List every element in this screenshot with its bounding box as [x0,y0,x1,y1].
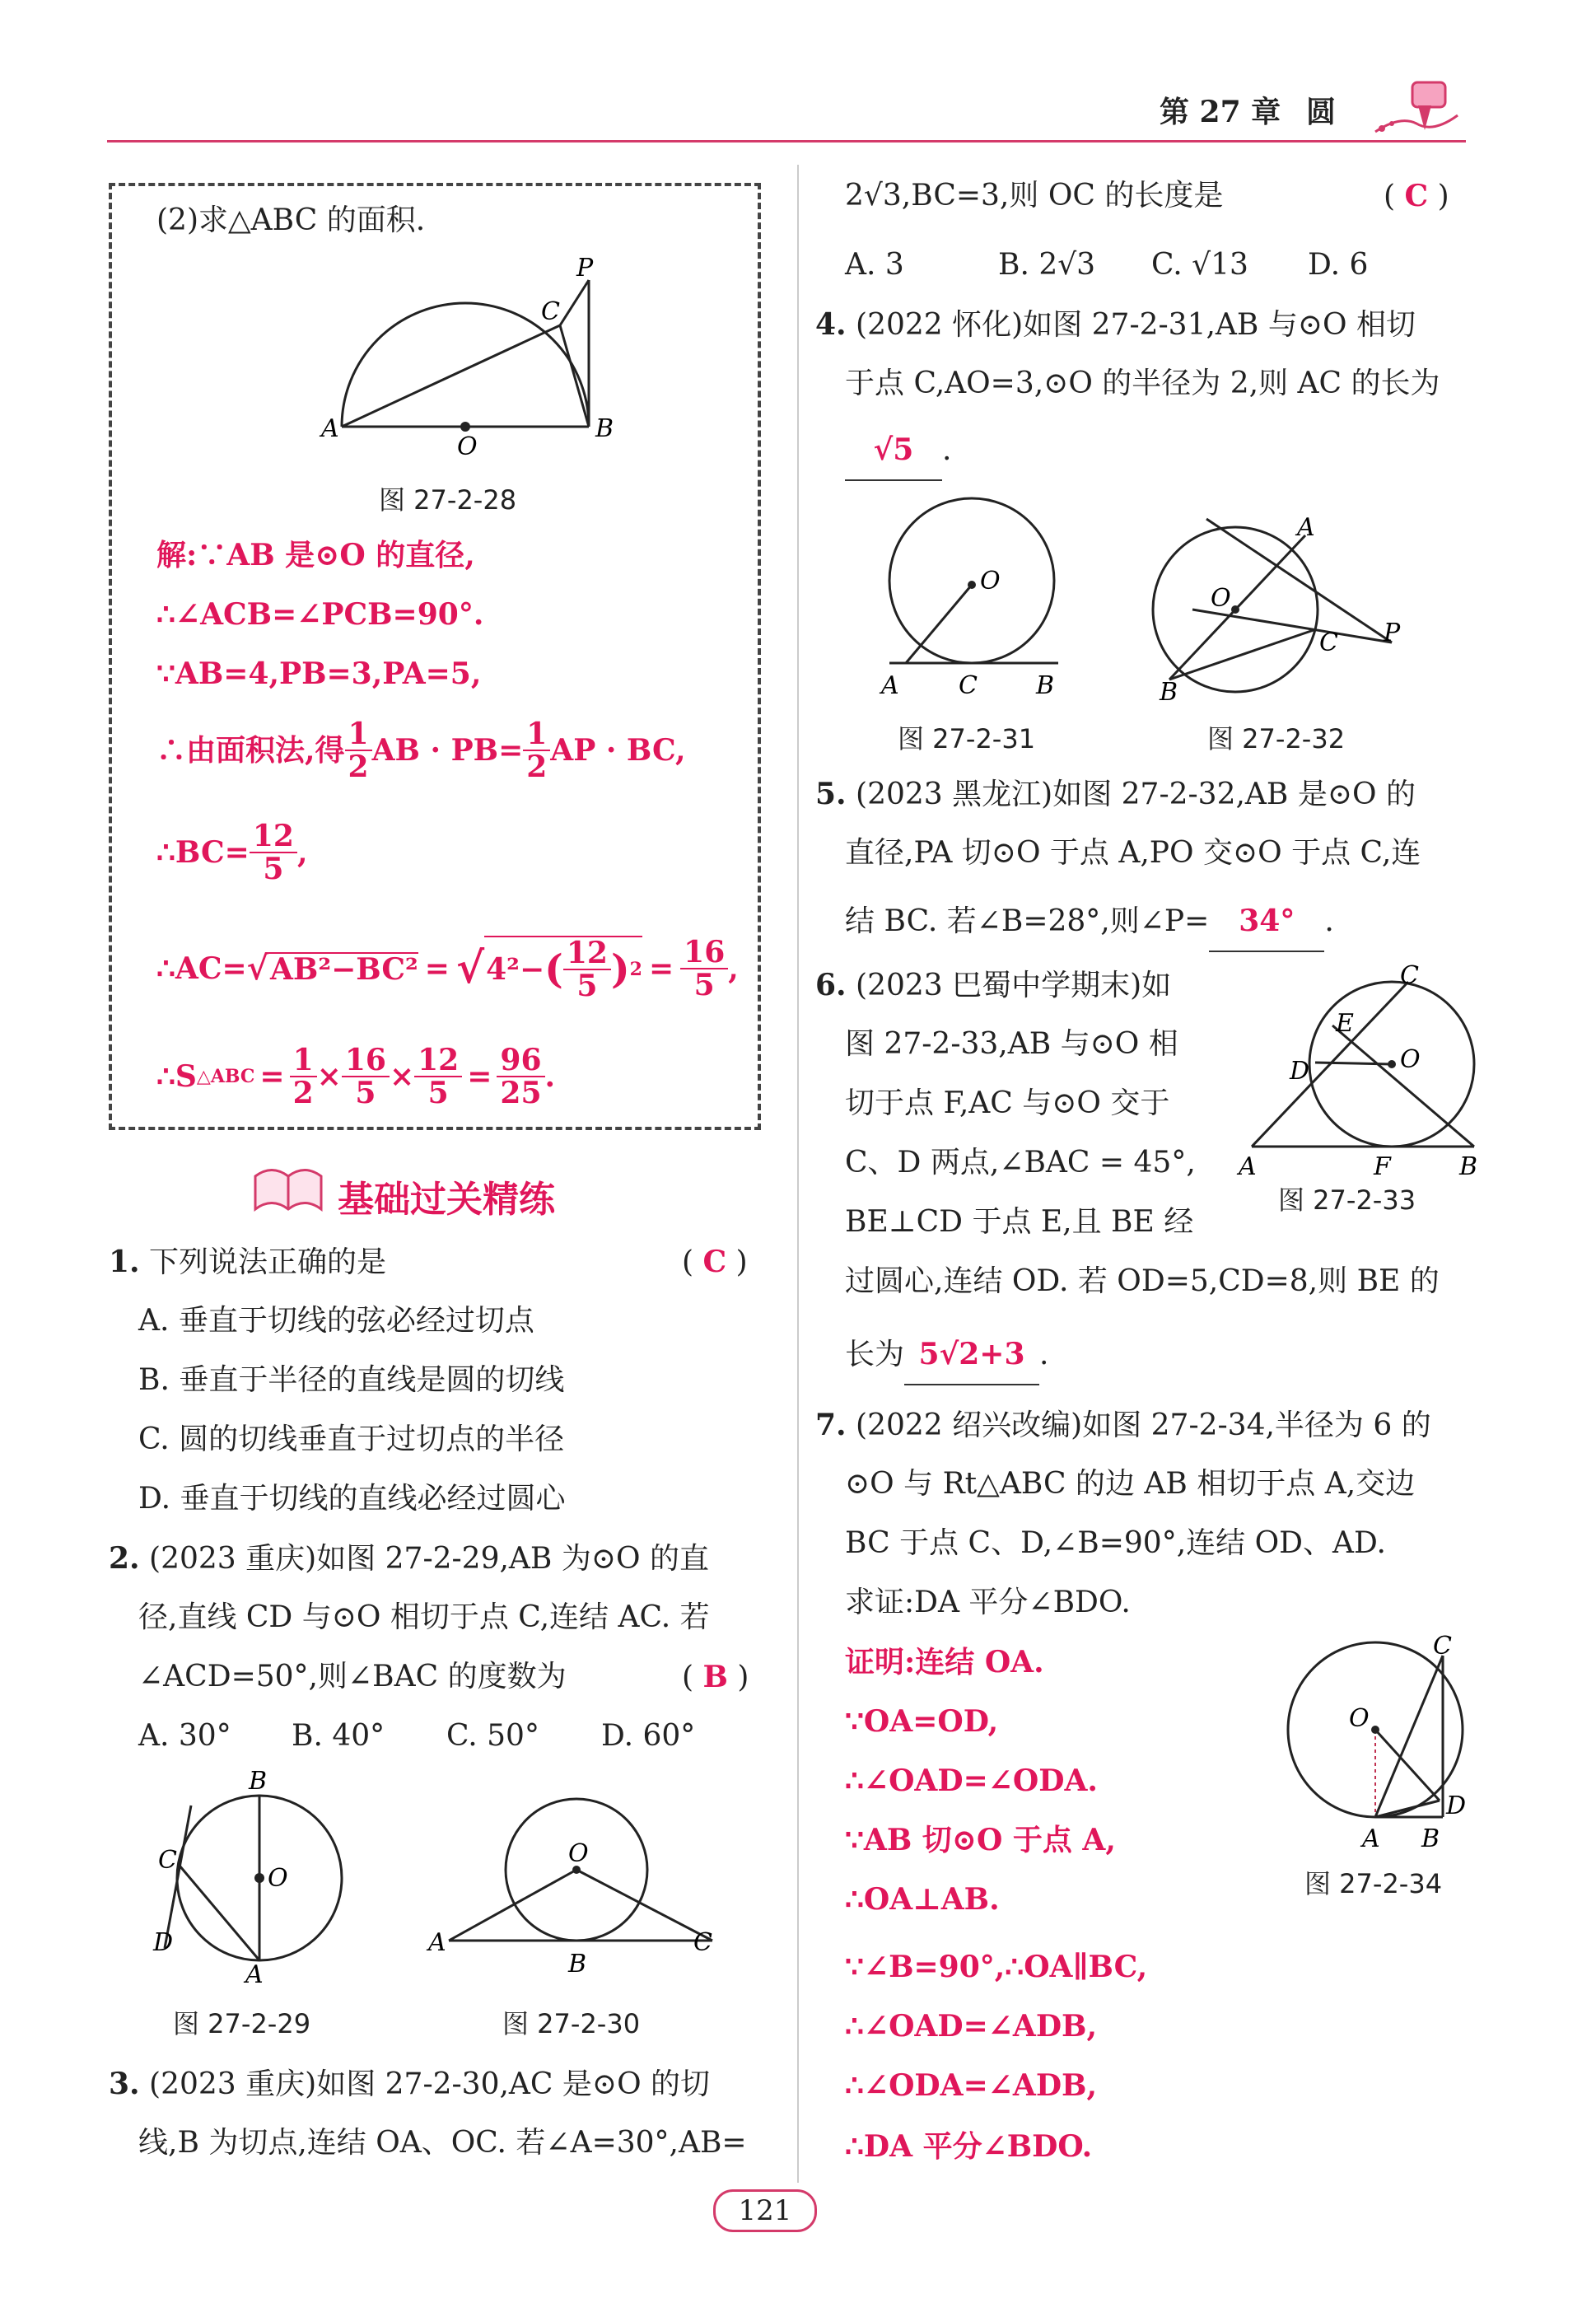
label-B: B [1036,671,1055,700]
label-B: B [568,1950,587,1978]
q5-line-1 [815,764,1416,824]
q1-option-d: D. 垂直于切线的直线必经过圆心 [138,1482,566,1516]
q7-proof-6: ∵∠B=90°,∴OA∥BC, [845,1950,1148,1984]
q7-line-2: ⊙O 与 Rt△ABC 的边 AB 相切于点 A,交边 [845,1467,1416,1501]
figure-27-2-33 [1235,961,1482,1181]
label-C: C [158,1846,177,1875]
q7-proof-7: ∴∠OAD=∠ADB, [845,2009,1098,2044]
q7-line-1-text: (2022 绍兴改编)如图 27-2-34,半径为 6 的 [856,1408,1431,1442]
frac-den: 2 [292,1076,314,1110]
line6-root2: 4²− [486,952,545,987]
q5-answer: 34° [1209,891,1324,952]
label-A: A [881,671,899,700]
q5-line-1-text: (2023 黑龙江)如图 27-2-32,AB 是⊙O 的 [856,778,1416,811]
q3-line-1-text: (2023 重庆)如图 27-2-30,AC 是⊙O 的切 [149,2067,711,2101]
chapter-label: 第 27 章 [1160,95,1281,129]
label-C: C [1400,961,1419,990]
q7-proof-9: ∴DA 平分∠BDO. [845,2129,1093,2164]
caption-27-2-30: 图 27-2-30 [502,2008,641,2039]
label-C: C [959,671,978,700]
line7-sub: △ABC [196,1066,255,1087]
solution-line-7: ∴S △ABC = $\frac{1}{2}$ × $\frac{16}{5}$ × $\frac{12}{5}$ = $\frac{96}{25}$ . [156,1043,556,1110]
caption-27-2-32: 图 27-2-32 [1207,723,1346,754]
q2-answer: B [702,1660,728,1694]
q1-answer-bracket: ( C ) [682,1245,748,1279]
q3-answer-bracket: ( C ) [1384,179,1449,213]
solution-line-2: ∴∠ACB=∠PCB=90°. [156,597,484,632]
q1-stem [109,1232,386,1292]
frac-num: 12 [563,937,611,970]
caption-27-2-31: 图 27-2-31 [898,723,1036,754]
q6-line-7-text: 长为 [845,1338,905,1371]
line5-start: ∴BC= [156,835,250,870]
q2-option-b: B. 40° [292,1719,385,1753]
figure-27-2-30 [428,1796,725,1985]
q2-option-c: C. 50° [446,1719,539,1753]
q1-num: 1. [109,1245,140,1279]
q5-line-3: 结 BC. 若∠B=28°,则∠P= 34° . [845,891,1334,952]
label-A: A [1362,1824,1380,1853]
q3-num: 3. [109,2067,140,2101]
q1-stem-text: 下列说法正确的是 [149,1245,387,1279]
label-O: O [1349,1704,1370,1733]
line5-end: , [296,835,308,870]
line6-root: AB²−BC² [269,952,418,987]
label-O: O [1400,1045,1421,1074]
frac-num: 16 [680,937,728,969]
frac-num: 1 [345,718,372,751]
caption-27-2-34: 图 27-2-34 [1304,1868,1443,1899]
q6-line-3: 切于点 F,AC 与⊙O 交于 [845,1086,1170,1120]
q7-proof-8: ∴∠ODA=∠ADB, [845,2068,1098,2103]
q7-proof-2: ∵OA=OD, [845,1704,999,1739]
frac-den: 5 [693,968,715,1002]
q3-option-d: D. 6 [1308,248,1369,282]
label-A: A [321,414,339,443]
q1-option-a: A. 垂直于切线的弦必经过切点 [138,1304,534,1338]
q5-line-2: 直径,PA 切⊙O 于点 A,PO 交⊙O 于点 C,连 [845,836,1421,870]
q7-line-1 [815,1395,1431,1455]
solution-line-3: ∵AB=4,PB=3,PA=5, [156,656,482,691]
line6-end: , [728,951,739,986]
label-C: C [541,297,560,326]
frac-den: 5 [263,852,284,886]
q7-proof-5: ∴OA⊥AB. [845,1882,1000,1917]
label-C: C [1433,1632,1452,1661]
solution-line-5 [156,820,307,885]
label-O: O [568,1839,589,1868]
line4-start: ∴由面积法,得 [156,733,345,768]
q3-line-1 [109,2054,710,2114]
frac-96-25 [497,1044,544,1109]
label-O: O [268,1864,288,1893]
q1-option-b: B. 垂直于半径的直线是圆的切线 [138,1363,565,1397]
label-C: C [1319,628,1338,657]
frac-12-5 [250,820,297,885]
figure-27-2-32 [1145,511,1425,708]
line6-start: ∴AC= [156,951,247,986]
page-number: 121 [713,2189,817,2232]
frac-half-2 [523,718,550,782]
q3-option-a: A. 3 [845,248,904,282]
q6-line-1 [815,955,1171,1016]
label-F: F [1374,1152,1391,1181]
solution-line-6: ∴AC= √ AB²−BC² = √ 4²− ( $\frac{12}{5}$ ) 2 = $\frac{16}{5}$ , [156,935,739,1003]
figure-27-2-34 [1285,1631,1482,1853]
label-P: P [576,254,594,283]
q2-answer-bracket: ( B ) [682,1660,749,1694]
q1-option-c: C. 圆的切线垂直于过切点的半径 [138,1422,565,1456]
q2-line-2: 径,直线 CD 与⊙O 相切于点 C,连结 AC. 若 [138,1600,710,1634]
q3-line-2: 线,B 为切点,连结 OA、OC. 若∠A=30°,AB= [138,2126,747,2160]
label-B: B [1459,1152,1478,1181]
q6-answer: 5√2+3 [904,1324,1039,1385]
frac-num: 96 [497,1044,544,1077]
q4-line-1 [815,295,1416,355]
q2-line-1-text: (2023 重庆)如图 27-2-29,AB 为⊙O 的直 [149,1542,709,1576]
solution-line-4 [156,718,686,782]
frac-16-5 [680,937,728,1001]
label-B: B [249,1767,268,1796]
q2-option-a: A. 30° [138,1719,231,1753]
frac-12-5-c [414,1044,462,1109]
line4-mid: AB · PB= [371,733,524,768]
q3-option-b: B. 2√3 [998,248,1096,282]
caption-27-2-33: 图 27-2-33 [1278,1184,1416,1216]
q1-answer: C [702,1245,727,1279]
q7-num: 7. [815,1408,847,1442]
label-P: P [1384,619,1401,647]
q3-option-c: C. √13 [1151,248,1248,282]
q6-line-7: 长为 5√2+3 . [845,1324,1048,1385]
q2-line-3: ∠ACD=50°,则∠BAC 的度数为 [138,1660,567,1693]
q6-line-6: 过圆心,连结 OD. 若 OD=5,CD=8,则 BE 的 [845,1264,1440,1298]
q6-line-4: C、D 两点,∠BAC = 45°, [845,1146,1196,1180]
label-D: D [153,1928,174,1957]
frac-num: 12 [414,1044,462,1077]
frac-den: 5 [576,969,598,1003]
caption-27-2-28: 图 27-2-28 [379,484,517,516]
q7-proof-4: ∵AB 切⊙O 于点 A, [845,1823,1116,1857]
header-pencil-icon [1367,66,1466,148]
chapter-title: 圆 [1306,95,1337,129]
frac-num: 16 [342,1044,390,1077]
frac-den: 2 [348,750,369,784]
q2-num: 2. [109,1541,140,1576]
label-A: A [428,1928,446,1957]
caption-27-2-29: 图 27-2-29 [173,2008,311,2039]
q5-num: 5. [815,777,847,811]
frac-half-3 [290,1044,317,1109]
label-B: B [1421,1824,1440,1853]
q6-line-2: 图 27-2-33,AB 与⊙O 相 [845,1027,1178,1061]
q4-num: 4. [815,307,847,342]
line7-start: ∴S [156,1059,197,1094]
times-1: × [316,1059,342,1094]
q2-option-d: D. 60° [601,1719,696,1753]
box-question: (2)求△ABC 的面积. [156,203,426,237]
figure-27-2-28 [313,247,614,469]
label-O: O [457,432,478,461]
label-E: E [1336,1009,1354,1038]
line4-end: AP · BC, [550,733,686,768]
frac-16-5-b [342,1044,390,1109]
label-D: D [1446,1791,1467,1820]
label-D: D [1290,1057,1310,1086]
frac-den: 25 [500,1076,542,1110]
label-O: O [980,567,1001,596]
solution-line-1: 解:∵AB 是⊙O 的直径, [156,538,475,572]
q7-proof-3: ∴∠OAD=∠ODA. [845,1763,1098,1798]
line6-root2-wrap: 4²− ( $\frac{12}{5}$ ) 2 [486,936,642,1003]
frac-12-5-b [563,937,611,1002]
q5-line-3-text: 结 BC. 若∠B=28°,则∠P= [845,904,1210,938]
q3-line-3: 2√3,BC=3,则 OC 的长度是 [845,179,1224,213]
label-A: A [1297,513,1315,542]
column-divider [797,165,799,2183]
q2-line-1 [109,1529,709,1589]
times-2: × [389,1059,415,1094]
q6-line-1-text: (2023 巴蜀中学期末)如 [856,969,1172,1002]
q3-answer: C [1404,179,1429,213]
figure-27-2-31 [865,494,1079,708]
q4-line-1-text: (2022 怀化)如图 27-2-31,AB 与⊙O 相切 [856,308,1416,342]
frac-den: 5 [427,1076,449,1110]
label-A: A [1239,1152,1257,1181]
line7-end: . [544,1059,556,1094]
frac-num: 1 [290,1044,317,1077]
label-C: C [693,1928,712,1957]
q7-line-4: 求证:DA 平分∠BDO. [845,1586,1131,1619]
label-B: B [1160,678,1178,707]
book-icon [247,1160,329,1217]
q4-answer: √5 [845,420,942,481]
label-O: O [1211,584,1231,613]
label-A: A [245,1960,264,1989]
frac-num: 1 [523,718,550,751]
q7-proof-1: 证明:连结 OA. [845,1645,1044,1679]
q7-line-3: BC 于点 C、D,∠B=90°,连结 OD、AD. [845,1526,1387,1560]
frac-den: 5 [355,1076,376,1110]
q6-num: 6. [815,968,847,1002]
frac-half-1 [345,718,372,782]
header-rule [107,140,1466,142]
figure-27-2-29 [148,1767,379,1989]
q6-line-5: BE⊥CD 于点 E,且 BE 经 [845,1205,1194,1239]
frac-num: 12 [250,820,297,853]
label-B: B [595,414,614,443]
q4-answer-line: √5 . [845,420,951,481]
frac-den: 2 [526,750,548,784]
section-title: 基础过关精练 [338,1179,555,1221]
q4-line-2: 于点 C,AO=3,⊙O 的半径为 2,则 AC 的长为 [845,367,1440,400]
